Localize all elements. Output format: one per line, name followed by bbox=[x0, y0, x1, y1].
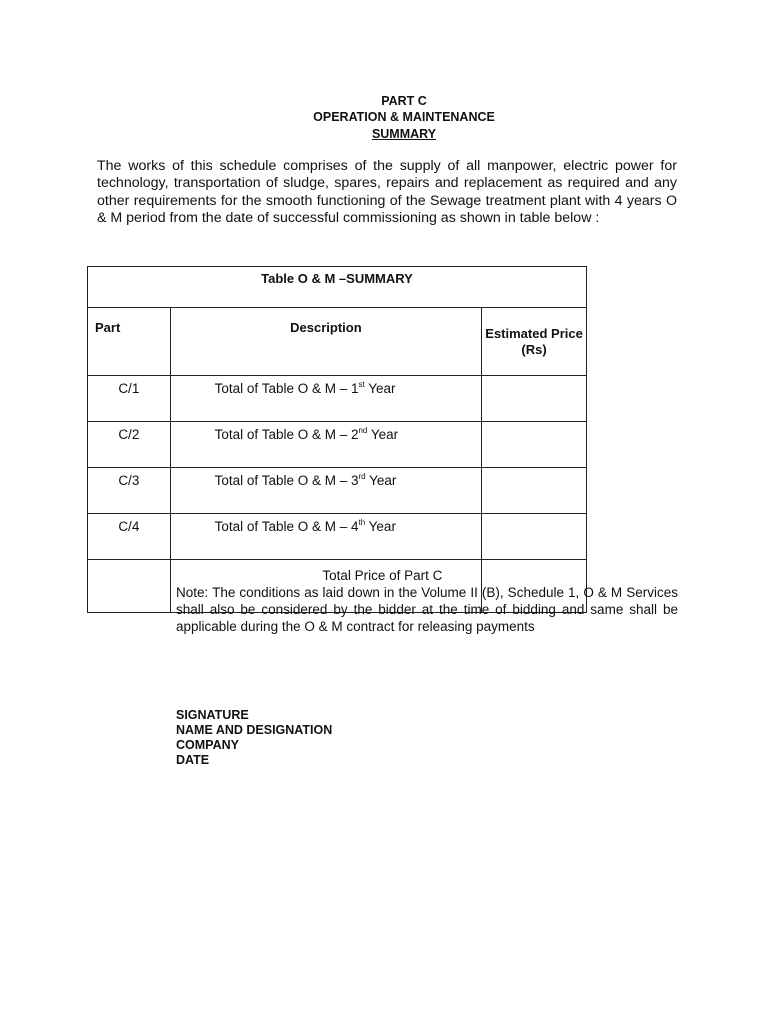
row-description: Total of Table O & M – 1st Year bbox=[170, 376, 481, 422]
column-header-part: Part bbox=[88, 308, 171, 376]
row-part: C/2 bbox=[88, 422, 171, 468]
table-header-row bbox=[88, 308, 587, 376]
row-description: Total of Table O & M – 2nd Year bbox=[170, 422, 481, 468]
table-row bbox=[88, 376, 587, 422]
table-row bbox=[88, 514, 587, 560]
note-paragraph: Note: The conditions as laid down in the Volume II (B), Schedule 1, O & M Services shall also be considered by the bidder at the time of bidding and same shall be applicable during the O & M contract for releasing payments bbox=[176, 585, 678, 634]
signature-block bbox=[176, 708, 332, 768]
row-price-cell bbox=[482, 468, 587, 514]
table-row bbox=[88, 422, 587, 468]
row-price-cell bbox=[482, 422, 587, 468]
row-price-cell bbox=[482, 514, 587, 560]
row-description: Total of Table O & M – 3rd Year bbox=[170, 468, 481, 514]
section-title: OPERATION & MAINTENANCE bbox=[313, 110, 495, 124]
total-part-cell bbox=[88, 560, 171, 613]
signature-label: SIGNATURE bbox=[176, 708, 249, 722]
row-description: Total of Table O & M – 4th Year bbox=[170, 514, 481, 560]
row-part: C/3 bbox=[88, 468, 171, 514]
table-row bbox=[88, 468, 587, 514]
part-heading: PART C bbox=[381, 94, 427, 108]
total-label: Total Price of Part C bbox=[170, 560, 481, 613]
name-designation-label: NAME AND DESIGNATION bbox=[176, 723, 333, 737]
date-label: DATE bbox=[176, 753, 210, 767]
table-title: Table O & M –SUMMARY bbox=[88, 267, 587, 308]
company-label: COMPANY bbox=[176, 738, 239, 752]
column-header-price: Estimated Price (Rs) bbox=[482, 308, 587, 376]
row-part: C/4 bbox=[88, 514, 171, 560]
summary-table bbox=[87, 266, 587, 613]
section-subtitle: SUMMARY bbox=[371, 127, 437, 141]
column-header-description: Description bbox=[170, 308, 481, 376]
row-price-cell bbox=[482, 376, 587, 422]
intro-paragraph: The works of this schedule comprises of the supply of all manpower, electric power for technology, transportation of sludge, spares, repairs and replacement as required and any other requirements for the smooth functioning of the Sewage treatment plant with 4 years O & M period from the date of successful commissioning as shown in table below : bbox=[97, 158, 677, 227]
row-part: C/1 bbox=[88, 376, 171, 422]
